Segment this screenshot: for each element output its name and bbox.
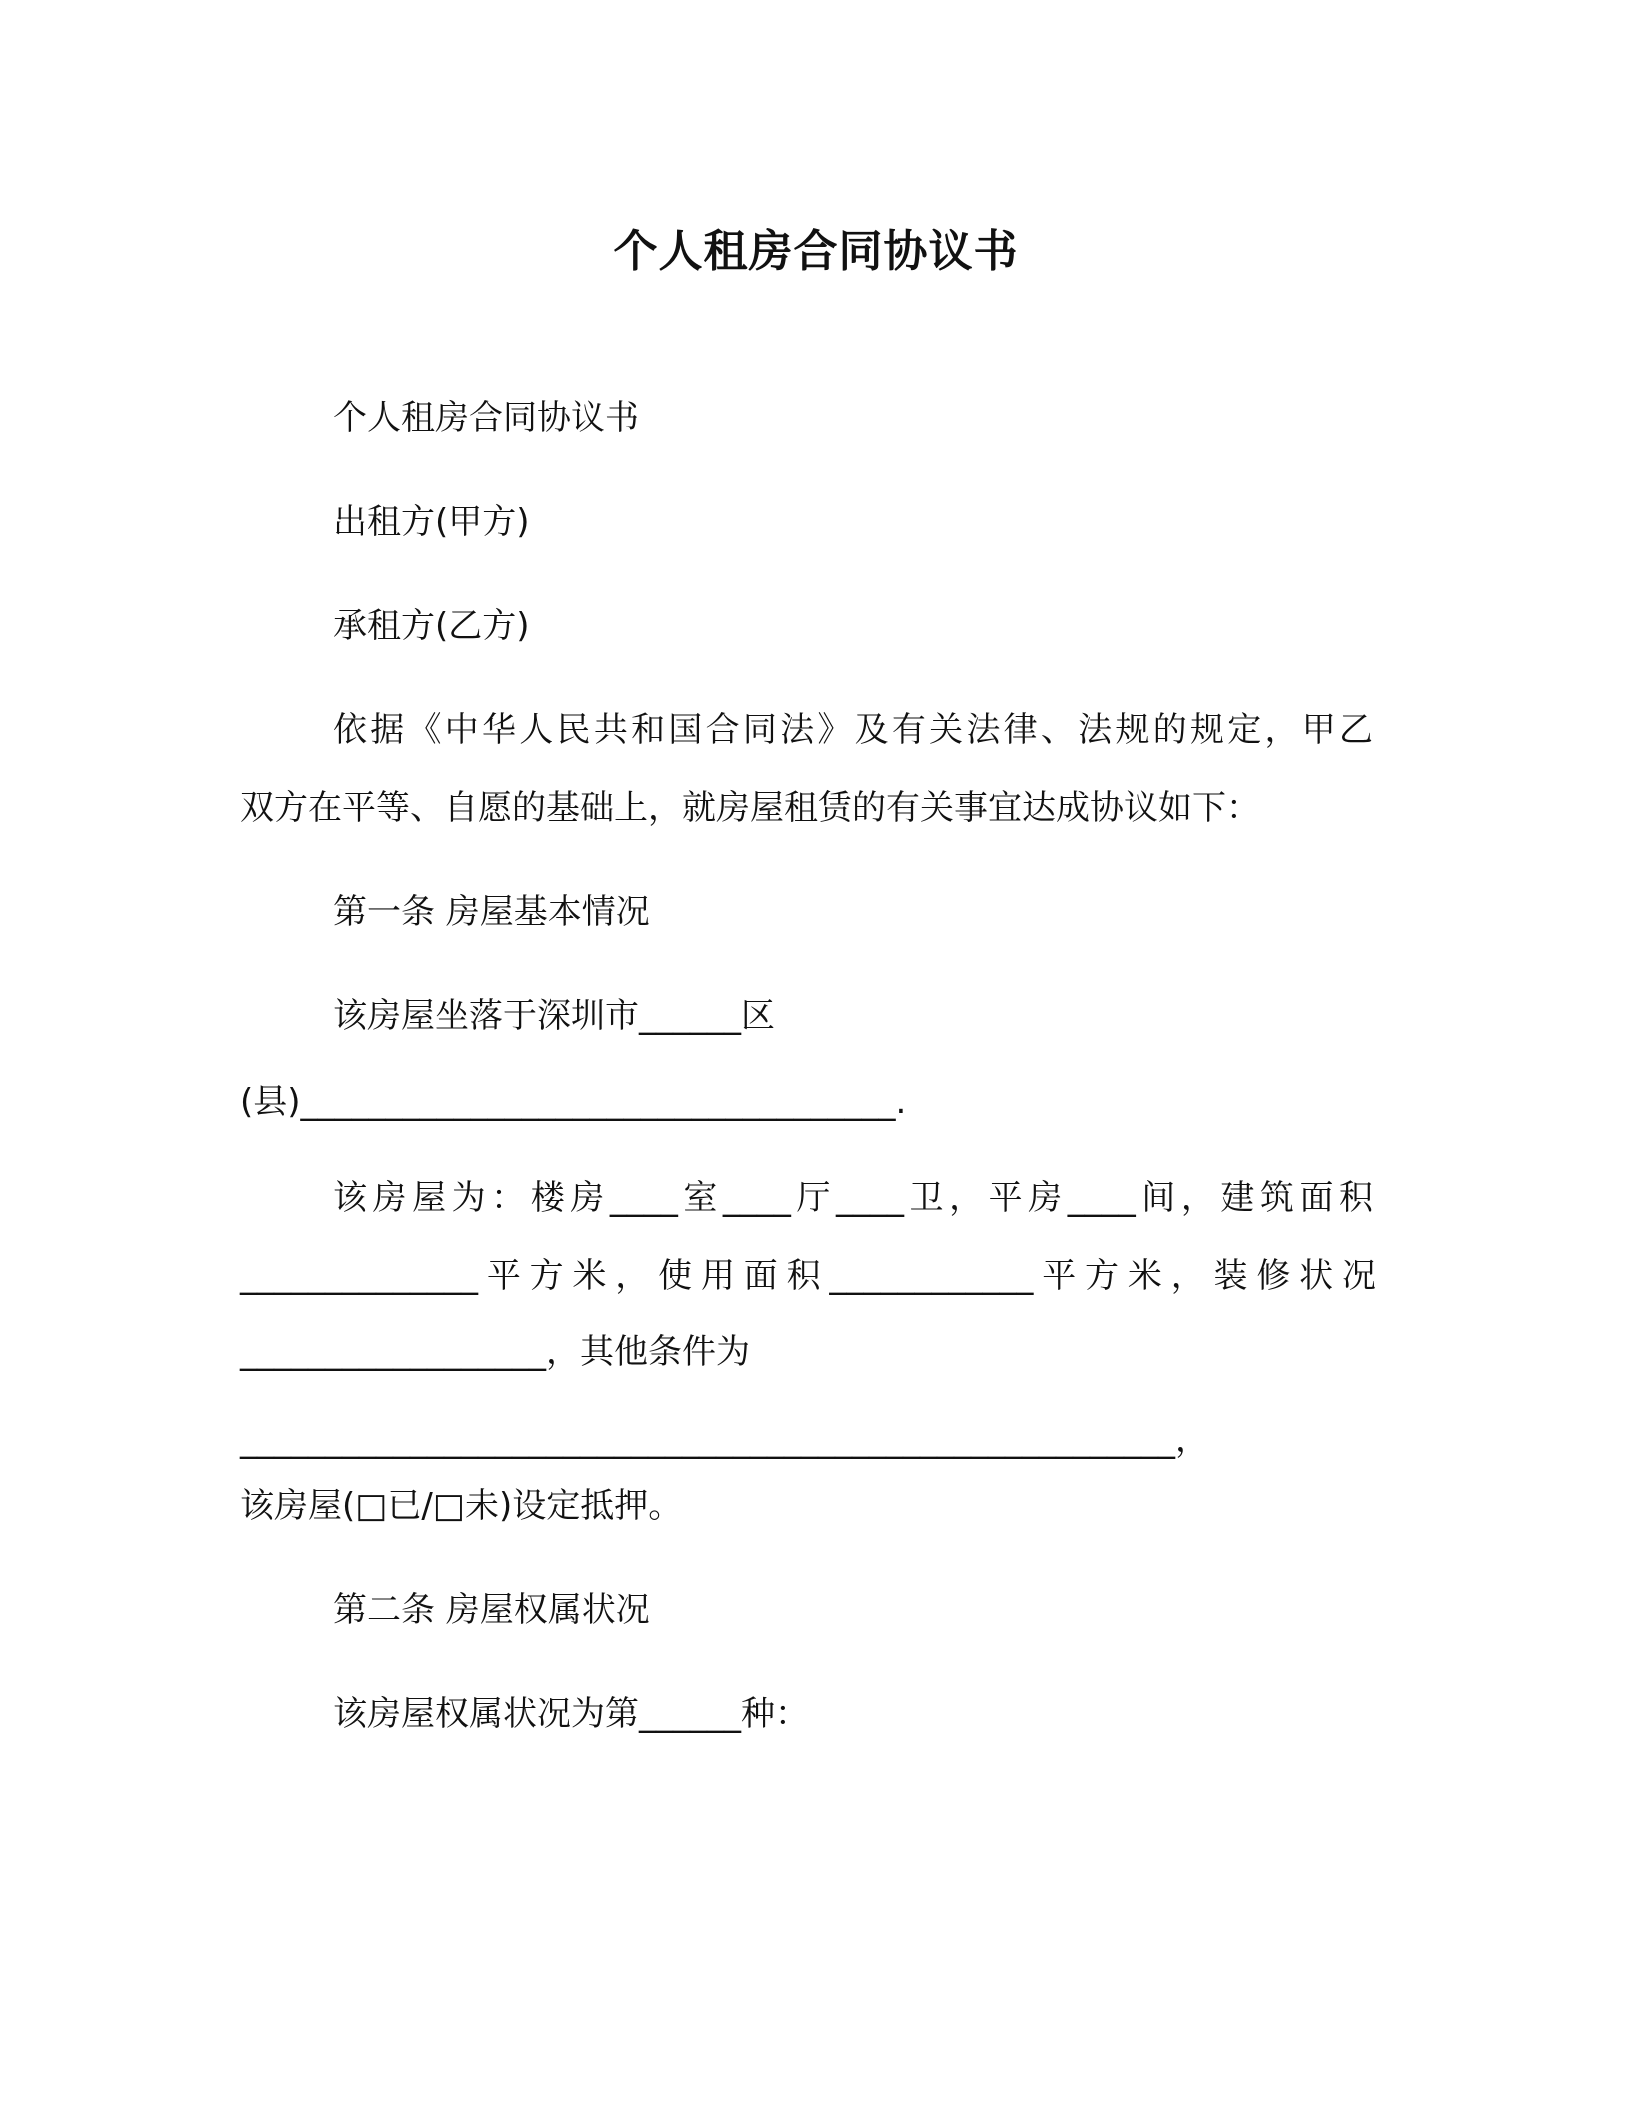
location-line-1: 该房屋坐落于深圳市______区 [333,996,775,1036]
document-title: 个人租房合同协议书 [613,226,1019,277]
mortgage-line: 该房屋(□已/□未)设定抵押。 [240,1486,683,1526]
subtitle-line: 个人租房合同协议书 [333,398,639,438]
lessor-line: 出租方(甲方) [333,502,530,542]
other-conditions-line: _______________________________________________________， [240,1420,1209,1460]
preamble-line-1: 依据《中华人民共和国合同法》及有关法律、法规的规定，甲乙 [333,710,1373,750]
house-desc-line-3: __________________，其他条件为 [240,1332,750,1372]
house-desc-line-2: ______________平方米，使用面积____________平方米，装修状况 [240,1256,1376,1296]
preamble-line-2: 双方在平等、自愿的基础上，就房屋租赁的有关事宜达成协议如下： [240,788,1260,828]
house-desc-line-1: 该房屋为：楼房____室____厅____卫，平房____间，建筑面积 [333,1178,1373,1218]
article-2-heading: 第二条 房屋权属状况 [333,1590,650,1630]
lessee-line: 承租方(乙方) [333,606,530,646]
ownership-line: 该房屋权属状况为第______种： [333,1694,809,1734]
location-line-2: (县)___________________________________. [240,1082,907,1122]
article-1-heading: 第一条 房屋基本情况 [333,892,650,932]
